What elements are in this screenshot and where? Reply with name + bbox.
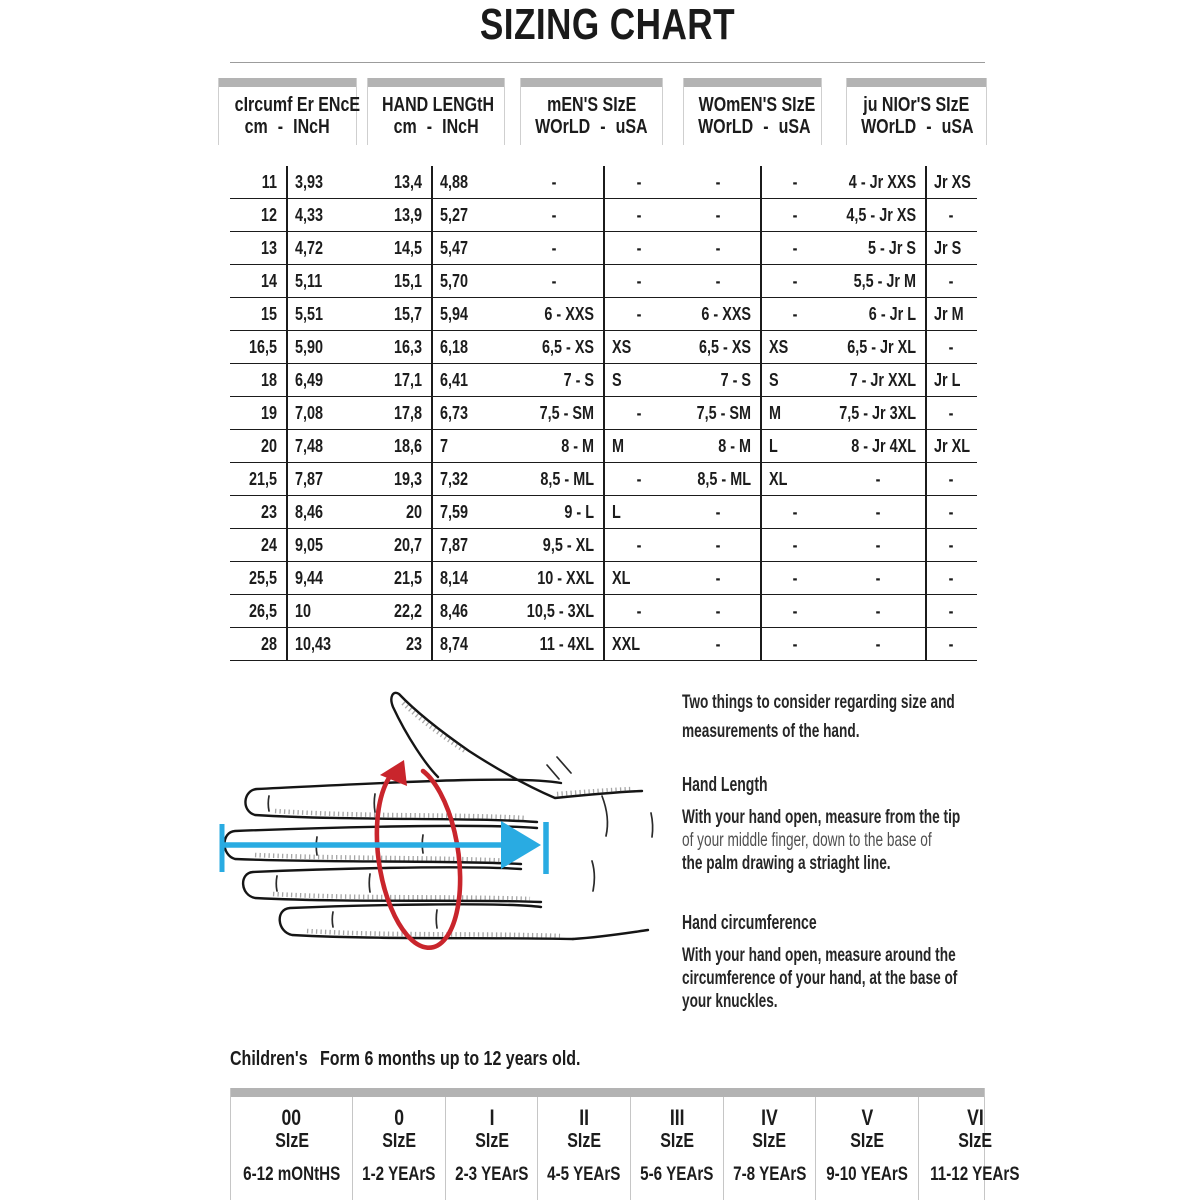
table-cell: 14,5	[393, 237, 422, 258]
table-cell: L	[769, 435, 778, 456]
table-cell: 6,41	[440, 369, 469, 390]
children-age-range: 9-10 YEArS	[826, 1164, 908, 1185]
table-cell: Jr S	[934, 237, 962, 258]
table-cell: -	[636, 204, 642, 225]
table-cell: 10,5 - 3XL	[526, 600, 594, 621]
table-cell: -	[792, 600, 798, 621]
table-cell: Jr XL	[934, 435, 971, 456]
table-cell: -	[875, 600, 880, 621]
table-cell: 6,5 - XS	[541, 336, 594, 357]
table-cell: 13	[260, 237, 277, 258]
header-hand-length	[367, 78, 505, 145]
table-cell: 21,5	[248, 468, 277, 489]
palm-crease	[557, 757, 571, 773]
table-cell: 3,93	[295, 171, 324, 192]
hand-circumference-heading: Hand circumference	[682, 912, 817, 934]
table-cell: 25,5	[248, 567, 277, 588]
children-age-range: 4-5 YEArS	[547, 1164, 621, 1185]
table-cell: 4,5 - Jr XS	[846, 204, 916, 225]
table-cell: -	[715, 270, 720, 291]
table-cell: 7,32	[440, 468, 469, 489]
table-cell: -	[551, 237, 557, 258]
table-cell: 7,48	[295, 435, 324, 456]
table-cell: 15,1	[393, 270, 422, 291]
table-cell: -	[715, 171, 720, 192]
table-cell: 5 - Jr S	[867, 237, 916, 258]
table-cell: 7 - S	[563, 369, 594, 390]
table-cell: 8,46	[440, 600, 469, 621]
header-label: WOmEN'S SIzE	[698, 94, 816, 116]
table-cell: -	[636, 600, 642, 621]
header-circumference	[218, 78, 361, 145]
finger-crease	[276, 876, 277, 891]
table-cell: -	[551, 270, 557, 291]
table-cell: 7,08	[295, 402, 324, 423]
table-cell: 7 - S	[720, 369, 751, 390]
table-cell: 6,73	[440, 402, 469, 423]
table-cell: 5,51	[295, 303, 324, 324]
hand-length-text: With your hand open, measure from the tip of your middle finger, down to the base of the palm drawing a striaght line.	[682, 806, 961, 874]
children-age-range: 11-12 YEArS	[930, 1164, 1020, 1185]
children-size-column	[630, 1097, 723, 1200]
table-cell: 19	[260, 402, 277, 423]
table-cell: Jr L	[934, 369, 961, 390]
table-cell: 5,70	[440, 270, 469, 291]
table-cell: 22,2	[393, 600, 422, 621]
table-cell: 23	[405, 633, 422, 654]
table-cell: 15	[260, 303, 277, 324]
table-column-divider	[603, 166, 605, 661]
table-cell: 7	[440, 435, 449, 456]
children-age-range: 2-3 YEArS	[455, 1164, 529, 1185]
table-cell: XS	[769, 336, 789, 357]
table-cell: -	[792, 501, 798, 522]
table-cell: 6,5 - Jr XL	[847, 336, 916, 357]
palm-crease	[547, 765, 559, 779]
table-cell: 7,5 - Jr 3XL	[839, 402, 916, 423]
palm-bottom-edge	[573, 930, 648, 939]
children-size-word: SIzE	[274, 1130, 309, 1152]
table-cell: -	[792, 303, 798, 324]
table-column-divider	[925, 166, 927, 661]
table-cell: 6 - XXS	[544, 303, 594, 324]
table-cell: -	[948, 402, 954, 423]
children-age-range: 6-12 mONtHS	[243, 1164, 341, 1185]
table-cell: Jr M	[934, 303, 964, 324]
table-cell: -	[948, 534, 954, 555]
table-cell: M	[769, 402, 781, 423]
table-cell: 7,5 - SM	[696, 402, 751, 423]
hand-circumference-text: With your hand open, measure around the circumference of your hand, at the base of your knuckles.	[682, 944, 958, 1012]
table-cell: 7,87	[295, 468, 324, 489]
table-cell: -	[948, 633, 954, 654]
children-size-word: SIzE	[567, 1130, 602, 1152]
table-cell: 21,5	[393, 567, 422, 588]
children-age-range: 7-8 YEArS	[732, 1164, 806, 1185]
header-label: cIrcumf Er ENcE	[234, 94, 361, 116]
children-size-number: IV	[760, 1105, 778, 1130]
table-cell: -	[636, 303, 642, 324]
table-cell: -	[948, 270, 954, 291]
table-cell: 24	[260, 534, 277, 555]
table-cell: 10 - XXL	[537, 567, 594, 588]
table-cell: 11 - 4XL	[539, 633, 594, 654]
table-cell: 6,18	[440, 336, 469, 357]
header-sublabel: WOrLD - uSA	[698, 116, 811, 138]
table-cell: -	[715, 600, 720, 621]
table-cell: 4,88	[440, 171, 469, 192]
table-cell: 4,33	[295, 204, 324, 225]
table-cell: 16,5	[248, 336, 277, 357]
table-cell: 23	[260, 501, 277, 522]
children-size-number: 0	[394, 1105, 405, 1130]
table-cell: 5,11	[295, 270, 323, 291]
table-cell: -	[715, 633, 720, 654]
ring-finger	[243, 867, 541, 902]
table-cell: 6,49	[295, 369, 324, 390]
table-column-divider	[760, 166, 762, 661]
table-cell: -	[875, 468, 880, 489]
hand-length-heading: Hand Length	[682, 774, 768, 796]
children-size-column	[231, 1097, 352, 1200]
table-cell: 10,43	[295, 633, 332, 654]
table-cell: 26,5	[248, 600, 277, 621]
children-age-range: 5-6 YEArS	[640, 1164, 714, 1185]
table-cell: 4 - Jr XXS	[848, 171, 916, 192]
table-column-divider	[286, 166, 288, 660]
children-label: Children's	[230, 1048, 308, 1070]
title-divider	[230, 62, 985, 63]
finger-crease	[374, 794, 375, 812]
header-gray-bar	[521, 78, 662, 87]
hatching	[273, 894, 530, 899]
table-cell: 19,3	[393, 468, 422, 489]
table-cell: -	[792, 534, 798, 555]
table-cell: XS	[612, 336, 632, 357]
finger-crease	[436, 910, 437, 928]
wrist-crease	[602, 796, 607, 836]
table-cell: M	[612, 435, 624, 456]
children-size-column	[918, 1097, 1031, 1200]
table-cell: -	[715, 567, 720, 588]
table-cell: XL	[612, 567, 631, 588]
table-cell: -	[715, 204, 720, 225]
children-size-number: III	[669, 1105, 685, 1130]
table-cell: -	[792, 633, 798, 654]
table-cell: 8 - Jr 4XL	[851, 435, 916, 456]
table-cell: 15,7	[393, 303, 422, 324]
page-title: SIZING CHART	[479, 0, 736, 49]
wrist-crease	[651, 813, 653, 837]
size-table-body	[230, 166, 977, 661]
table-cell: -	[948, 336, 954, 357]
table-cell: 8,46	[295, 501, 324, 522]
table-cell: 8 - M	[718, 435, 751, 456]
header-sublabel: WOrLD - uSA	[861, 116, 974, 138]
children-size-word: SIzE	[850, 1130, 885, 1152]
table-cell: 7,59	[440, 501, 469, 522]
table-cell: 6 - Jr L	[868, 303, 916, 324]
table-cell: 10	[295, 600, 312, 621]
table-cell: 6,5 - XS	[698, 336, 751, 357]
table-cell: 5,27	[440, 204, 469, 225]
table-cell: -	[715, 534, 720, 555]
header-label: HAND LENGtH	[382, 94, 494, 116]
table-cell: -	[875, 633, 880, 654]
index-finger	[245, 780, 561, 822]
table-cell: 18	[260, 369, 277, 390]
table-cell: 7,5 - SM	[539, 402, 594, 423]
table-cell: S	[769, 369, 779, 390]
table-cell: L	[612, 501, 621, 522]
table-cell: -	[636, 534, 642, 555]
header-gray-bar	[219, 78, 356, 87]
children-table-gray-bar	[231, 1088, 984, 1097]
children-size-column	[445, 1097, 538, 1200]
table-cell: 5,5 - Jr M	[853, 270, 916, 291]
table-cell: 5,47	[440, 237, 469, 258]
header-label: mEN'S SIzE	[546, 94, 637, 116]
header-gray-bar	[847, 78, 986, 87]
table-cell: -	[792, 270, 798, 291]
children-note: Form 6 months up to 12 years old.	[320, 1048, 581, 1070]
finger-crease	[268, 796, 269, 811]
header-sublabel: WOrLD - uSA	[535, 116, 648, 138]
children-size-word: SIzE	[659, 1130, 694, 1152]
children-size-number: II	[579, 1105, 590, 1130]
header-sublabel: cm - INcH	[245, 116, 330, 138]
table-cell: -	[875, 567, 880, 588]
table-cell: -	[948, 501, 954, 522]
table-cell: 5,94	[440, 303, 469, 324]
table-cell: 7,87	[440, 534, 469, 555]
table-cell: -	[948, 600, 954, 621]
table-cell: 14	[260, 270, 277, 291]
table-cell: XL	[769, 468, 788, 489]
children-size-number: VI	[966, 1105, 984, 1130]
table-cell: -	[948, 567, 954, 588]
table-cell: 8,14	[440, 567, 469, 588]
header-womens-size	[683, 78, 822, 145]
children-size-word: SIzE	[958, 1130, 992, 1152]
table-cell: 8,5 - ML	[697, 468, 751, 489]
header-sublabel: cm - INcH	[393, 116, 479, 138]
children-size-column	[723, 1097, 816, 1200]
table-cell: -	[636, 402, 642, 423]
pinky-finger	[280, 904, 573, 939]
table-cell: 6 - XXS	[701, 303, 751, 324]
table-cell: 8 - M	[561, 435, 594, 456]
hand-measurement-illustration	[205, 665, 665, 1015]
table-cell: XXL	[612, 633, 641, 654]
table-cell: -	[792, 567, 798, 588]
header-mens-size	[520, 78, 663, 145]
table-cell: 28	[260, 633, 277, 654]
hatching	[307, 931, 560, 936]
table-cell: 4,72	[295, 237, 324, 258]
table-cell: 12	[260, 204, 277, 225]
children-size-column	[352, 1097, 445, 1200]
table-cell: 5,90	[295, 336, 324, 357]
finger-crease	[332, 912, 333, 927]
wrist-crease	[592, 861, 594, 891]
header-gray-bar	[684, 78, 821, 87]
table-cell: 9 - L	[564, 501, 594, 522]
table-column-divider	[431, 166, 433, 661]
table-cell: 7 - Jr XXL	[849, 369, 916, 390]
header-juniors-size	[846, 78, 987, 145]
table-cell: -	[948, 468, 954, 489]
table-cell: -	[948, 204, 954, 225]
table-cell: 16,3	[393, 336, 422, 357]
table-cell: -	[792, 171, 798, 192]
table-cell: 13,9	[393, 204, 422, 225]
table-cell: -	[636, 237, 642, 258]
table-cell: 11	[261, 171, 277, 192]
children-size-column	[537, 1097, 630, 1200]
table-cell: 9,5 - XL	[542, 534, 594, 555]
finger-crease	[369, 874, 370, 892]
table-cell: 9,05	[295, 534, 324, 555]
children-size-table	[230, 1088, 1020, 1200]
table-cell: -	[875, 501, 880, 522]
table-cell: -	[636, 171, 642, 192]
table-cell: -	[551, 171, 557, 192]
table-cell: 20	[260, 435, 277, 456]
children-size-column	[815, 1097, 918, 1200]
children-size-word: SIzE	[382, 1130, 417, 1152]
intro-text: Two things to consider regarding size and measurements of the hand.	[682, 691, 955, 742]
table-cell: 9,44	[295, 567, 324, 588]
table-cell: 20	[405, 501, 422, 522]
table-cell: -	[715, 237, 720, 258]
table-cell: 18,6	[393, 435, 422, 456]
children-size-number: I	[489, 1105, 495, 1130]
table-cell: -	[636, 468, 642, 489]
table-cell: 17,1	[393, 369, 422, 390]
table-cell: -	[875, 534, 880, 555]
table-cell: 8,74	[440, 633, 469, 654]
children-size-word: SIzE	[752, 1130, 787, 1152]
table-cell: 17,8	[393, 402, 422, 423]
circumference-arrow	[377, 760, 460, 948]
table-cell: 13,4	[393, 171, 422, 192]
table-cell: -	[636, 270, 642, 291]
table-cell: 20,7	[393, 534, 422, 555]
table-cell: 8,5 - ML	[540, 468, 594, 489]
children-size-word: SIzE	[474, 1130, 509, 1152]
children-age-range: 1-2 YEArS	[362, 1164, 436, 1185]
table-cell: -	[715, 501, 720, 522]
children-size-number: V	[861, 1105, 873, 1130]
table-cell: -	[792, 204, 798, 225]
table-cell: -	[792, 237, 798, 258]
table-cell: -	[551, 204, 557, 225]
header-label: ju NIOr'S SIzE	[863, 94, 970, 116]
table-cell: Jr XS	[934, 171, 971, 192]
table-cell: S	[612, 369, 622, 390]
children-size-number: 00	[281, 1105, 302, 1130]
header-gray-bar	[368, 78, 504, 87]
